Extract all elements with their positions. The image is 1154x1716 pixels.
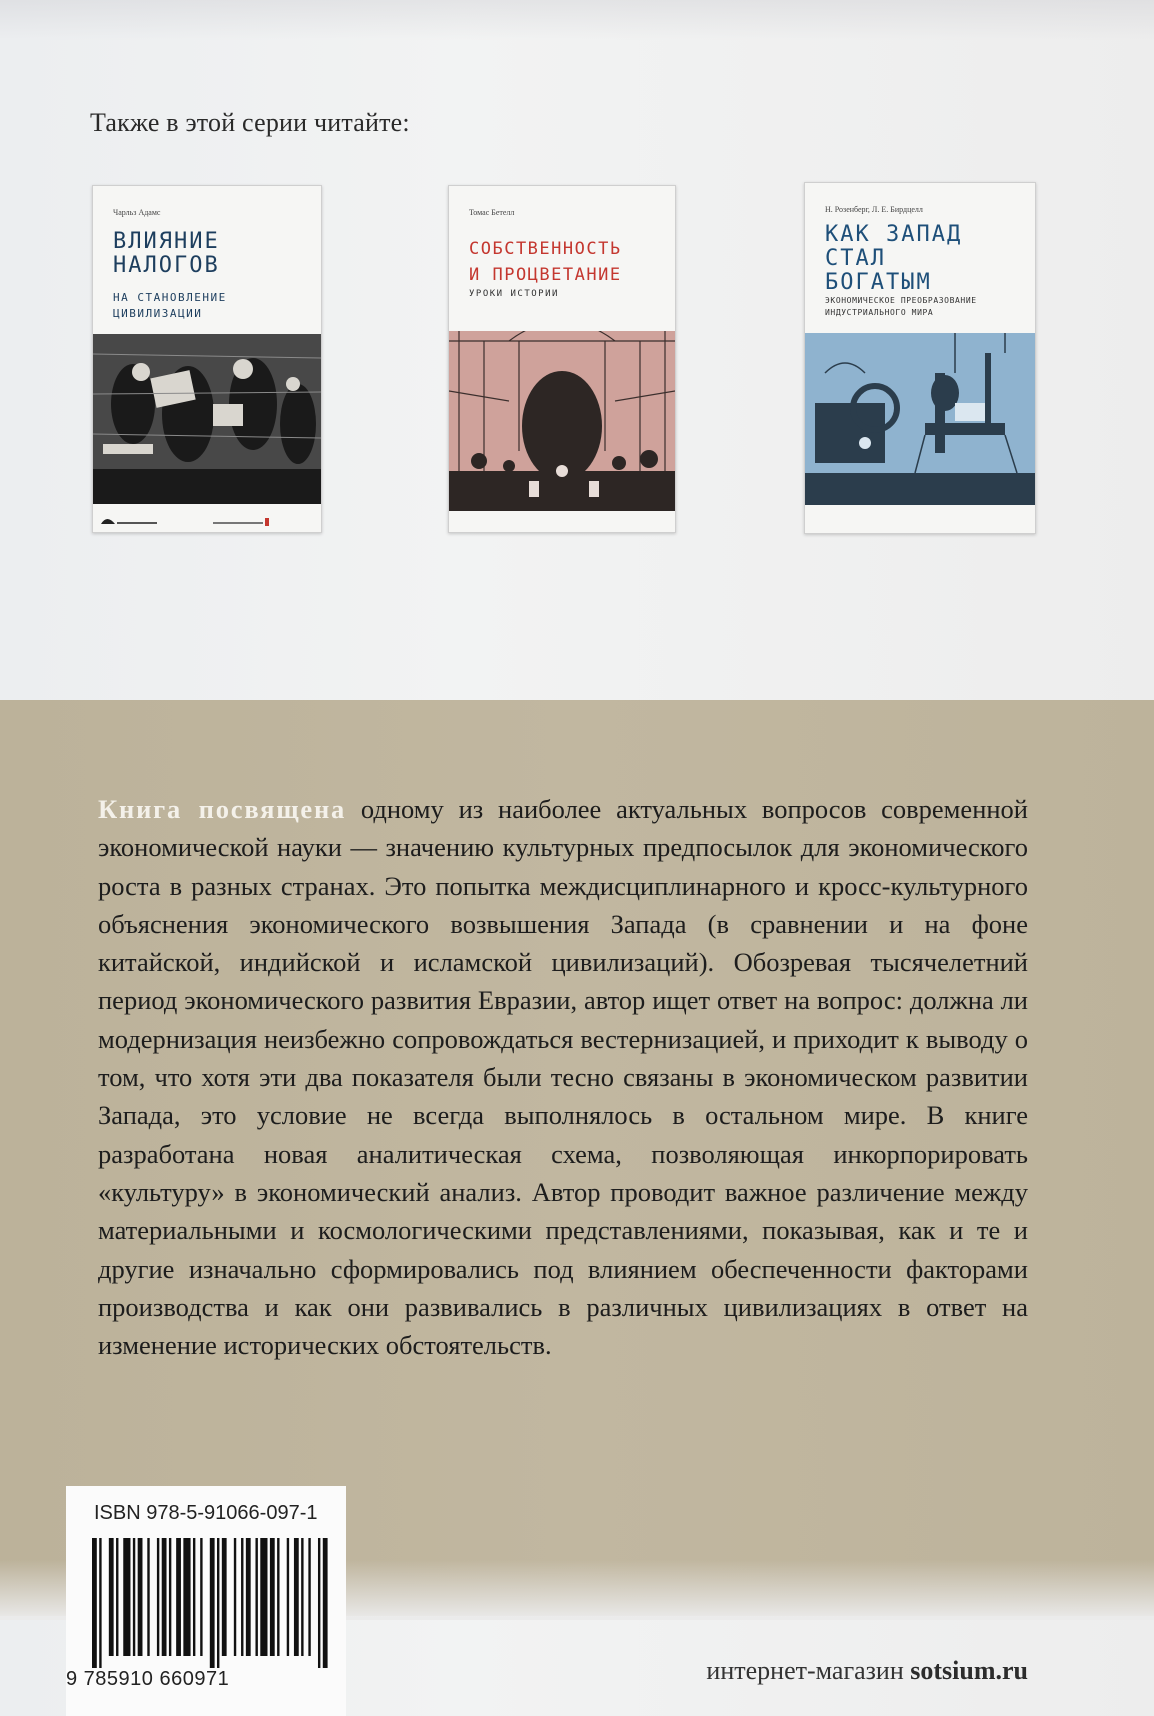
shop-site: sotsium.ru: [910, 1656, 1028, 1685]
barcode-panel: [66, 1486, 346, 1716]
barcode-bar: [255, 1538, 257, 1656]
book-cover-property: [448, 185, 676, 533]
barcode-bar: [222, 1538, 227, 1656]
book-illustration: [449, 331, 675, 511]
book-footer: [93, 502, 321, 532]
barcode-bar: [123, 1538, 130, 1656]
barcode-bar: [176, 1538, 181, 1656]
book-illustration: [805, 333, 1035, 505]
barcode-bar: [210, 1538, 215, 1668]
barcode-bar: [270, 1538, 275, 1656]
barcode-bar: [217, 1538, 219, 1668]
barcode-bars: [92, 1538, 330, 1668]
barcode-bar: [246, 1538, 251, 1656]
barcode-bar: [162, 1538, 167, 1656]
barcode-bar: [138, 1538, 143, 1656]
barcode-bar: [234, 1538, 236, 1656]
barcode-bar: [277, 1538, 279, 1656]
barcode-bar: [294, 1538, 299, 1656]
book-description: [98, 790, 1028, 1364]
shop-prefix: интернет-магазин: [706, 1656, 911, 1685]
barcode-bar: [169, 1538, 171, 1656]
barcode-bar: [133, 1538, 135, 1656]
barcode-bar: [193, 1538, 195, 1656]
book-illustration: [93, 334, 321, 504]
description-text: одному из наиболее актуальных вопросов современной экономической науки — значению культурных предпосылок для экономического роста в разных странах. Это попытка междисциплинарного и кросс-культурного объяснения экономического возвышения Запада (в сравнении и на фоне китайской, индийской и исламской цивилизаций). Обозревая тысячелетний период экономического развития Евразии, автор ищет ответ на вопрос: должна ли модернизация неизбежно сопровождаться вестернизацией, и приходит к выводу о том, что хотя эти два показателя были тесно связаны в экономическом развитии Запада, это условие не всегда выполнялось в остальном мире. В книге разработана новая аналитическая схема, позволяющая инкорпорировать «культуру» в экономический анализ. Автор проводит важное различение между материальными и космологическими представлениями, показывая, как и те и другие изначально сформировались под влиянием обеспеченности факторами производства и как они развивались в различных цивилизациях в ответ на изменение исторических обстоятельств.: [98, 794, 1028, 1361]
book-author: Томас Бетелл: [469, 208, 515, 217]
isbn-label: ISBN 978-5-91066-097-1: [94, 1502, 318, 1524]
book-subtitle: НА СТАНОВЛЕНИЕ ЦИВИЛИЗАЦИИ: [113, 291, 227, 320]
book-cover-west-rich: [804, 182, 1036, 534]
barcode-bar: [183, 1538, 190, 1656]
book-subtitle: УРОКИ ИСТОРИИ: [469, 289, 559, 299]
shop-url[interactable]: [706, 1656, 1028, 1686]
book-title: СОБСТВЕННОСТЬ И ПРОЦВЕТАНИЕ: [469, 239, 622, 285]
barcode-bar: [260, 1538, 267, 1656]
series-heading: Также в этой серии читайте:: [90, 108, 410, 137]
barcode-bar: [99, 1538, 101, 1668]
barcode-bar: [157, 1538, 159, 1656]
barcode-digits: 9 785910 660971: [66, 1668, 230, 1690]
barcode-bar: [287, 1538, 289, 1656]
book-cover-taxes: [92, 185, 322, 533]
description-lead: Книга посвящена: [98, 794, 347, 824]
book-author: Чарльз Адамс: [113, 208, 161, 217]
barcode-bar: [323, 1538, 328, 1668]
barcode-bar: [147, 1538, 149, 1656]
barcode-bar: [92, 1538, 97, 1668]
barcode-bar: [109, 1538, 114, 1656]
book-author: Н. Розенберг, Л. Е. Бирдцелл: [825, 205, 923, 214]
book-title: КАК ЗАПАД СТАЛ БОГАТЫМ: [825, 222, 963, 295]
barcode-bar: [308, 1538, 310, 1656]
book-subtitle: ЭКОНОМИЧЕСКОЕ ПРЕОБРАЗОВАНИЕ ИНДУСТРИАЛЬНОГО МИРА: [825, 296, 977, 317]
barcode-bar: [301, 1538, 303, 1656]
barcode-bar: [200, 1538, 202, 1656]
top-shadow: [0, 0, 1154, 40]
barcode-bar: [116, 1538, 118, 1656]
book-title: ВЛИЯНИЕ НАЛОГОВ: [113, 229, 220, 278]
barcode-bar: [318, 1538, 320, 1668]
barcode-bar: [241, 1538, 243, 1656]
